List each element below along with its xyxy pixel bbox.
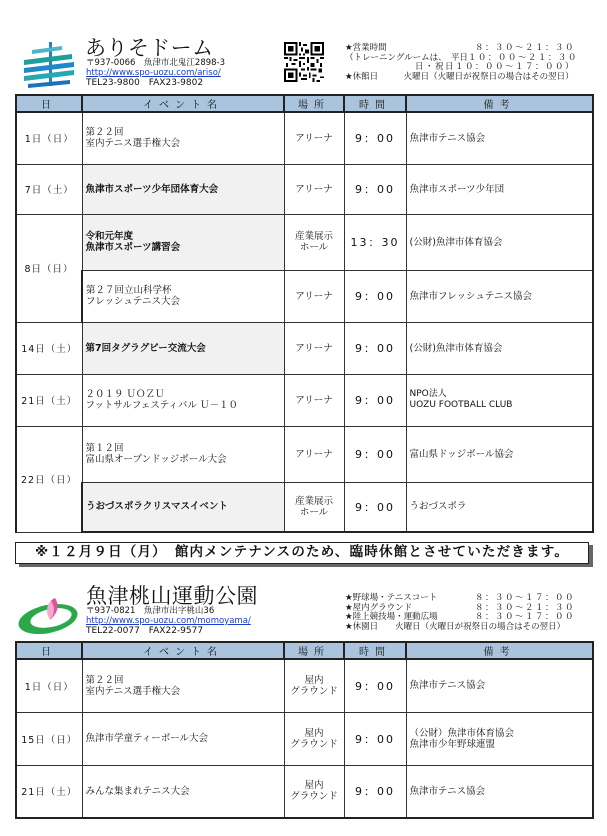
row-place: 屋内 グラウンド [284,765,344,818]
table-row [16,482,593,532]
row-time: 9：00 [344,270,406,322]
facility2-schedule-table [15,641,594,819]
row-note: 富山県ドッジボール協会 [406,426,593,482]
facility2-info-block [345,594,575,632]
row-note: うおづスポラ [406,482,593,532]
row-note: (公財)魚津市体育協会 [406,322,593,374]
row-date: 1日（日） [16,112,82,164]
facility1-info-label-0: ★営業時間 [345,43,387,53]
facility2-info-label-1: ★屋内グラウンド [345,602,413,613]
row-note: （公財）魚津市体育協会 魚津市少年野球連盟 [406,712,593,765]
row-place: 産業展示 ホール [284,482,344,532]
facility1-info-label-1: （トレーニングルームは、 平日 [345,52,468,63]
row-place: アリーナ [284,270,344,322]
table-row [16,322,593,374]
table-row [16,374,593,426]
header-event: イベント名 [82,642,284,659]
row-event: 第１２回 富山県オープンドッジボール大会 [82,426,284,482]
facility1-url-link[interactable]: http://www.spo-uozu.com/ariso/ [86,68,221,78]
row-note: (公財)魚津市体育協会 [406,214,593,270]
row-time: 13：30 [344,214,406,270]
row-event: 令和元年度 魚津市スポーツ講習会 [82,214,284,270]
facility1-name: ありそドーム [85,36,214,60]
row-event: 第２２回 室内テニス選手権大会 [82,112,284,164]
row-time: 9：00 [344,374,406,426]
table-header-row [16,95,593,112]
row-note: 魚津市テニス協会 [406,112,593,164]
table-row [16,712,593,765]
table-header-row [16,642,593,659]
header-time: 時間 [344,642,406,659]
row-date: 7日（土） [16,164,82,214]
header-note: 備考 [406,642,593,659]
facility2-url-link[interactable]: http://www.spo-uozu.com/momoyama/ [86,616,251,626]
row-event: 第7回タグラグビー交流大会 [82,322,284,374]
row-place: アリーナ [284,322,344,374]
row-time: 9：00 [344,765,406,818]
row-note: 魚津市フレッシュテニス協会 [406,270,593,322]
row-date: 1日（日） [16,659,82,712]
facility1-tel: TEL23-9800 FAX23-9802 [86,78,204,88]
row-date: 21日（土） [16,765,82,818]
facility1-info-label-3: ★休館日 火曜日（火曜日が祝祭日の場合はその翌日） [345,71,574,82]
table-row [16,270,593,322]
table-row [16,214,593,270]
facility2-info-value-0: ８：３０～１７：００ [474,593,575,603]
table-row [16,765,593,818]
row-time: 9：00 [344,112,406,164]
facility2-info-label-2: ★陸上競技場・運動広場 [345,612,438,623]
header-note: 備考 [406,95,593,112]
row-time: 9：00 [344,426,406,482]
row-time: 9：00 [344,482,406,532]
header-place: 場所 [284,95,344,112]
row-date: 21日（土） [16,374,82,426]
row-place: アリーナ [284,164,344,214]
header-place: 場所 [284,642,344,659]
row-date: 15日（日） [16,712,82,765]
ariso-dome-logo [22,40,77,90]
row-note: 魚津市スポーツ少年団 [406,164,593,214]
closure-notice: ※１２月９日（月） 館内メンテナンスのため、臨時休館とさせていただきます。 [15,542,589,564]
facility2-info-value-2: ８：３０～１７：００ [474,612,575,623]
facility1-main-hours: ８：３０～２１：３０ [474,43,575,53]
table-row [16,426,593,482]
row-event: 魚津市スポーツ少年団体育大会 [82,164,284,214]
row-date: 22日（日） [16,426,82,532]
row-note: NPO法人 UOZU FOOTBALL CLUB [406,374,593,426]
row-event: 第２２回 室内テニス選手権大会 [82,659,284,712]
facility1-info-block [345,43,578,82]
row-event: 第２７回立山科学杯 フレッシュテニス大会 [82,270,284,322]
row-place: アリーナ [284,426,344,482]
facility1-schedule-table [15,94,594,533]
row-event: みんな集まれテニス大会 [82,765,284,818]
header-date: 日 [16,95,82,112]
table-row [16,659,593,712]
table-row [16,164,593,214]
row-place: 屋内 グラウンド [284,659,344,712]
row-time: 9：00 [344,659,406,712]
table-row [16,112,593,164]
facility2-name: 魚津桃山運動公園 [86,584,258,608]
row-time: 9：00 [344,164,406,214]
header-date: 日 [16,642,82,659]
row-event: 魚津市学童ティーボール大会 [82,712,284,765]
header-time: 時間 [344,95,406,112]
facility1-info-value-2: 日・祝日１０：００～１７：００） [414,62,575,73]
momoyama-park-logo [15,590,85,638]
row-date: 14日（土） [16,322,82,374]
facility2-tel: TEL22-0077 FAX22-9577 [86,626,204,636]
row-event: うおづスポラクリスマスイベント [82,482,284,532]
row-place: アリーナ [284,112,344,164]
row-date: 8日（日） [16,214,82,322]
row-event: ２０１９ ＵＯＺＵ フットサルフェスティバル Ｕ－１０ [82,374,284,426]
facility2-address: 〒937-0821 魚津市出字桃山36 [86,606,215,616]
qr-code-icon [284,42,324,82]
row-place: 屋内 グラウンド [284,712,344,765]
facility1-address: 〒937-0066 魚津市北鬼江2898-3 [86,58,226,68]
row-note: 魚津市テニス協会 [406,765,593,818]
row-place: アリーナ [284,374,344,426]
facility1-info-value-1: １０：００～２１：３０ [467,52,578,63]
row-note: 魚津市テニス協会 [406,659,593,712]
facility2-info-label-3: ★休園日 火曜日（火曜日が祝祭日の場合はその翌日） [345,621,566,632]
facility2-info-label-0: ★野球場・テニスコート [345,593,438,603]
row-time: 9：00 [344,322,406,374]
row-place: 産業展示 ホール [284,214,344,270]
header-event: イベント名 [82,95,284,112]
facility2-info-value-1: ８：３０～２１：３０ [474,602,575,613]
row-time: 9：00 [344,712,406,765]
